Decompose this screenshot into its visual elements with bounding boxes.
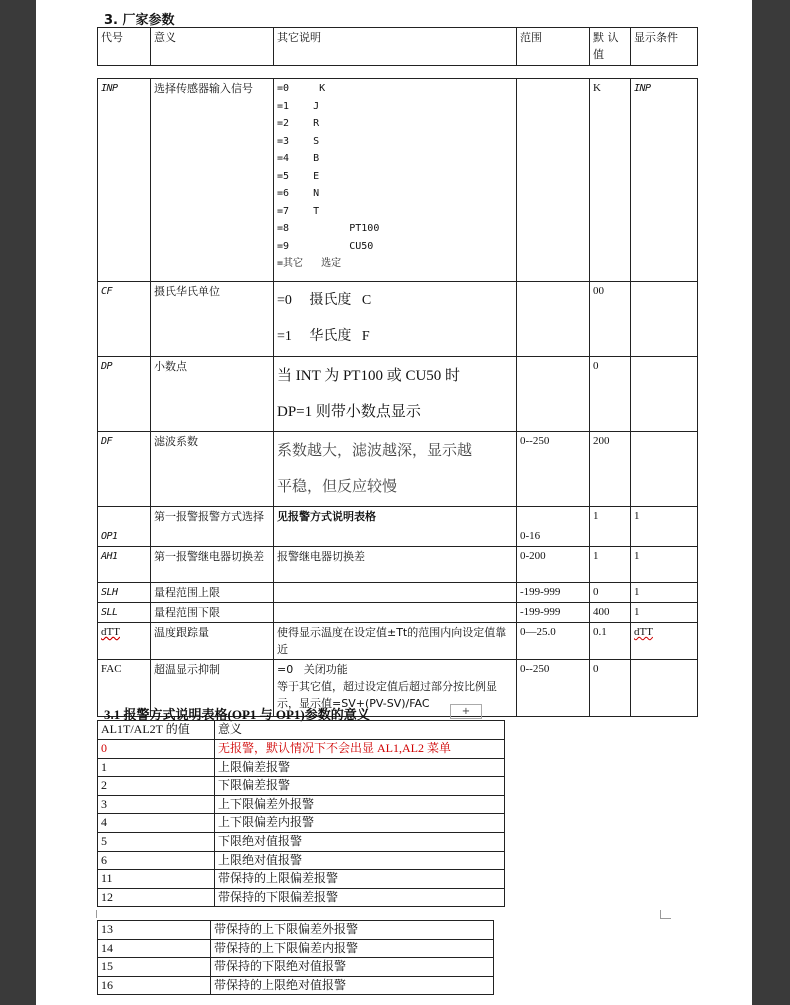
alarm-meaning: 带保持的上下限偏差内报警 <box>211 939 494 958</box>
alarm-meaning: 带保持的下限绝对值报警 <box>211 958 494 977</box>
param-default: 00 <box>590 282 631 357</box>
param-meaning: 第一报警继电器切换差 <box>151 547 274 583</box>
description-line: =4 B <box>277 153 320 164</box>
table-row <box>98 79 698 282</box>
alarm-meaning: 下限偏差报警 <box>215 777 505 796</box>
param-range: 0—25.0 <box>517 623 590 660</box>
param-display-condition <box>631 432 698 507</box>
page-corner-mark-right <box>660 910 671 919</box>
table-row <box>98 282 698 357</box>
table-row <box>98 507 698 547</box>
description-line: DP=1 则带小数点显示 <box>277 404 421 420</box>
alarm-value: 4 <box>98 814 215 833</box>
param-display-condition: dTT <box>631 623 698 660</box>
description-line: =0 K <box>277 83 326 94</box>
table-row <box>98 432 698 507</box>
param-meaning: 量程范围上限 <box>151 583 274 603</box>
description-line: =0 摄氏度 C <box>277 293 372 308</box>
description-line: =0 关闭功能 <box>277 663 348 676</box>
alarm-value: 1 <box>98 758 215 777</box>
param-meaning: 量程范围下限 <box>151 603 274 623</box>
alarm-table <box>97 720 505 907</box>
alarm-row <box>98 740 505 759</box>
param-code: SLL <box>98 603 151 623</box>
param-description <box>274 79 517 282</box>
alarm-meaning: 带保持的上限偏差报警 <box>215 870 505 889</box>
alarm-meaning: 上下限偏差外报警 <box>215 795 505 814</box>
alarm-value: 0 <box>98 740 215 759</box>
alarm-column-header: AL1T/AL2T 的值 <box>98 721 215 740</box>
table-row <box>98 603 698 623</box>
alarm-meaning: 无报警，默认情况下不会出显 AL1,AL2 菜单 <box>215 740 505 759</box>
param-description <box>274 603 517 623</box>
description-line: =1 J <box>277 100 320 112</box>
param-code: AH1 <box>98 547 151 583</box>
alarm-value: 2 <box>98 777 215 796</box>
param-table <box>97 78 698 717</box>
alarm-row <box>98 888 505 907</box>
alarm-value: 16 <box>98 976 211 995</box>
alarm-value: 6 <box>98 851 215 870</box>
param-default: 200 <box>590 432 631 507</box>
alarm-row <box>98 870 505 889</box>
param-display-condition: INP <box>631 79 698 282</box>
param-default: 400 <box>590 603 631 623</box>
param-display-condition: 1 <box>631 583 698 603</box>
section-title: 3. 厂家参数 <box>104 13 175 28</box>
description-line: =3 S <box>277 135 320 147</box>
description-line: =1 华氏度 F <box>277 329 370 344</box>
alarm-column-header: 意义 <box>215 721 505 740</box>
alarm-row <box>98 851 505 870</box>
param-header-table <box>97 27 698 66</box>
param-meaning: 温度跟踪量 <box>151 623 274 660</box>
param-range: -199-999 <box>517 583 590 603</box>
alarm-value: 5 <box>98 832 215 851</box>
param-default: 0 <box>590 583 631 603</box>
alarm-section-title: 3.1 报警方式说明表格(OP1 与 OP1)参数的意义 <box>104 707 370 722</box>
description-line: =9 CU50 <box>277 240 374 252</box>
alarm-meaning: 带保持的上下限偏差外报警 <box>211 921 494 940</box>
alarm-meaning: 下限绝对值报警 <box>215 832 505 851</box>
column-header: 默 认 值 <box>590 28 631 66</box>
param-code: dTT <box>98 623 151 660</box>
column-header: 范围 <box>517 28 590 66</box>
param-display-condition: 1 <box>631 547 698 583</box>
param-description <box>274 357 517 432</box>
param-code: CF <box>98 282 151 357</box>
add-row-button[interactable]: + <box>450 704 482 719</box>
table-row <box>98 547 698 583</box>
column-header: 代号 <box>98 28 151 66</box>
description-line: 当 INT 为 PT100 或 CU50 时 <box>277 368 461 384</box>
description-line: 等于其它值，超过设定值后超过部分按比例显示，显示值=SV+(PV-SV)/FAC <box>277 680 497 710</box>
description-line: 平稳，但反应较慢 <box>277 479 398 495</box>
param-meaning: 滤波系数 <box>151 432 274 507</box>
alarm-value: 15 <box>98 958 211 977</box>
description-line: 使得显示温度在设定值±Tt的范围内向设定值靠近 <box>277 626 507 656</box>
alarm-meaning: 上限偏差报警 <box>215 758 505 777</box>
alarm-meaning: 上限绝对值报警 <box>215 851 505 870</box>
alarm-value: 11 <box>98 870 215 889</box>
column-header: 意义 <box>151 28 274 66</box>
param-description <box>274 547 517 583</box>
param-display-condition <box>631 660 698 717</box>
alarm-value: 14 <box>98 939 211 958</box>
description-line: 报警继电器切换差 <box>277 550 365 563</box>
param-range <box>517 79 590 282</box>
description-line: =其它 选定 <box>277 258 342 269</box>
param-code: DF <box>98 432 151 507</box>
param-meaning: 小数点 <box>151 357 274 432</box>
table-row <box>98 357 698 432</box>
description-line: =6 N <box>277 188 320 199</box>
page-corner-mark-left <box>96 910 105 918</box>
alarm-row <box>98 921 494 940</box>
param-meaning: 选择传感器输入信号 <box>151 79 274 282</box>
param-range: -199-999 <box>517 603 590 623</box>
table-row <box>98 583 698 603</box>
description-line: 系数越大，滤波越深，显示越 <box>277 443 473 459</box>
param-description <box>274 507 517 547</box>
param-description <box>274 432 517 507</box>
alarm-row <box>98 958 494 977</box>
param-code: SLH <box>98 583 151 603</box>
alarm-meaning: 带保持的上限绝对值报警 <box>211 976 494 995</box>
alarm-row <box>98 832 505 851</box>
alarm-header-row <box>98 721 505 740</box>
param-range: 0--250 <box>517 432 590 507</box>
alarm-row <box>98 976 494 995</box>
description-line: =8 PT100 <box>277 223 380 234</box>
param-default: 0 <box>590 357 631 432</box>
param-description <box>274 623 517 660</box>
param-default: 0 <box>590 660 631 717</box>
param-display-condition <box>631 282 698 357</box>
param-code: OP1 <box>98 507 151 547</box>
param-display-condition: 1 <box>631 507 698 547</box>
param-display-condition <box>631 357 698 432</box>
alarm-row <box>98 758 505 777</box>
alarm-meaning: 上下限偏差内报警 <box>215 814 505 833</box>
description-line: =7 T <box>277 205 320 217</box>
param-range: 0-200 <box>517 547 590 583</box>
param-meaning: 摄氏华氏单位 <box>151 282 274 357</box>
param-range: 0--250 <box>517 660 590 717</box>
alarm-meaning: 带保持的下限偏差报警 <box>215 888 505 907</box>
description-line: =2 R <box>277 118 320 129</box>
alarm-table-continued <box>97 920 494 995</box>
alarm-value: 3 <box>98 795 215 814</box>
param-default: 1 <box>590 507 631 547</box>
description-line: 见报警方式说明表格 <box>277 510 376 523</box>
alarm-value: 12 <box>98 888 215 907</box>
param-meaning: 第一报警报警方式选择 <box>151 507 274 547</box>
param-code: INP <box>98 79 151 282</box>
description-line: =5 E <box>277 170 320 182</box>
param-range: 0-16 <box>517 507 590 547</box>
alarm-row <box>98 795 505 814</box>
alarm-value: 13 <box>98 921 211 940</box>
alarm-row <box>98 814 505 833</box>
alarm-row <box>98 939 494 958</box>
param-meaning: 超温显示抑制 <box>151 660 274 717</box>
column-header: 其它说明 <box>274 28 517 66</box>
column-header: 显示条件 <box>631 28 698 66</box>
alarm-row <box>98 777 505 796</box>
param-display-condition: 1 <box>631 603 698 623</box>
param-default: 0.1 <box>590 623 631 660</box>
param-default: 1 <box>590 547 631 583</box>
param-description <box>274 583 517 603</box>
param-range <box>517 282 590 357</box>
param-default: K <box>590 79 631 282</box>
param-code: DP <box>98 357 151 432</box>
param-code: FAC <box>98 660 151 717</box>
table-row <box>98 623 698 660</box>
param-range <box>517 357 590 432</box>
param-description <box>274 282 517 357</box>
